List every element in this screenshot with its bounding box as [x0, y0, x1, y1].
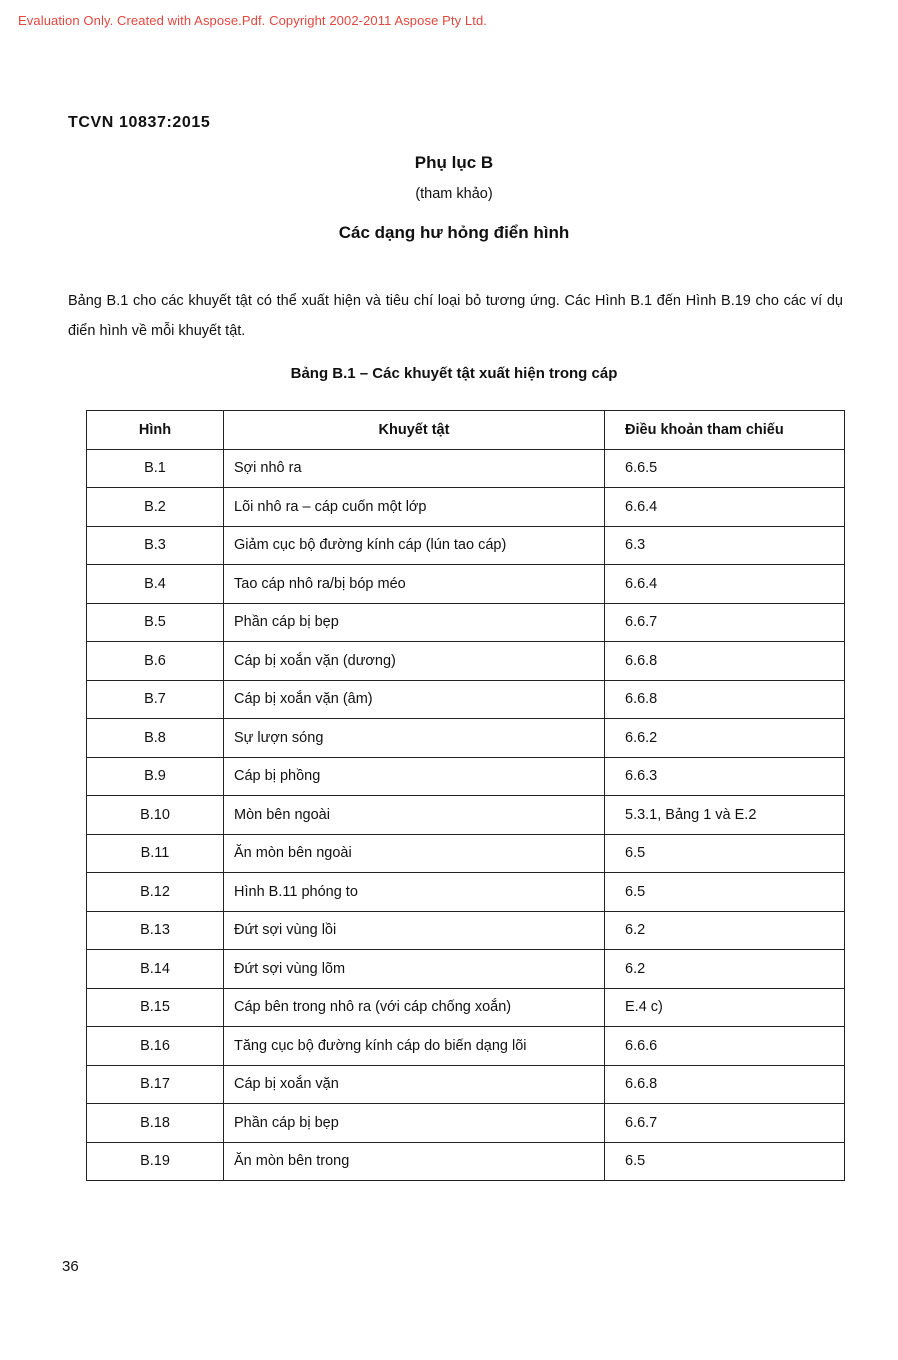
cell-reference: 6.6.4: [605, 565, 845, 604]
cell-figure: B.7: [87, 680, 224, 719]
cell-defect: Ăn mòn bên ngoài: [224, 834, 605, 873]
cell-figure: B.8: [87, 719, 224, 758]
cell-defect: Đứt sợi vùng lõm: [224, 950, 605, 989]
table-row: [87, 988, 845, 1027]
cell-defect: Đứt sợi vùng lồi: [224, 911, 605, 950]
cell-defect: Cáp bị xoắn vặn (âm): [224, 680, 605, 719]
cell-defect: Cáp bên trong nhô ra (với cáp chống xoắn): [224, 988, 605, 1027]
annex-title: Phụ lục B: [414, 153, 494, 172]
cell-reference: 6.6.6: [605, 1027, 845, 1066]
table-row: [87, 603, 845, 642]
table-caption: Bảng B.1 – Các khuyết tật xuất hiện trong cáp: [290, 365, 618, 382]
cell-reference: 6.6.4: [605, 488, 845, 527]
cell-reference: 6.6.8: [605, 642, 845, 681]
cell-figure: B.5: [87, 603, 224, 642]
cell-figure: B.10: [87, 796, 224, 835]
cell-reference: 6.6.7: [605, 603, 845, 642]
cell-defect: Phần cáp bị bẹp: [224, 603, 605, 642]
cell-figure: B.3: [87, 526, 224, 565]
watermark-text: Evaluation Only. Created with Aspose.Pdf. Copyright 2002-2011 Aspose Pty Ltd.: [18, 13, 487, 28]
table-row: [87, 565, 845, 604]
cell-reference: 6.6.8: [605, 680, 845, 719]
cell-defect: Sợi nhô ra: [224, 449, 605, 488]
cell-reference: 6.6.3: [605, 757, 845, 796]
cell-figure: B.14: [87, 950, 224, 989]
defects-table: [86, 410, 845, 1181]
document-code: TCVN 10837:2015: [68, 114, 211, 131]
cell-defect: Cáp bị xoắn vặn: [224, 1065, 605, 1104]
cell-figure: B.18: [87, 1104, 224, 1143]
cell-reference: 6.5: [605, 873, 845, 912]
table-row: [87, 796, 845, 835]
cell-reference: 6.6.8: [605, 1065, 845, 1104]
cell-defect: Sự lượn sóng: [224, 719, 605, 758]
cell-defect: Giảm cục bộ đường kính cáp (lún tao cáp): [224, 526, 605, 565]
cell-defect: Tao cáp nhô ra/bị bóp méo: [224, 565, 605, 604]
cell-reference: 6.5: [605, 834, 845, 873]
cell-defect: Cáp bị phồng: [224, 757, 605, 796]
table-body: [87, 449, 845, 1181]
header-defect: Khuyết tật: [224, 411, 605, 450]
cell-reference: 6.2: [605, 911, 845, 950]
cell-figure: B.13: [87, 911, 224, 950]
table-row: [87, 1027, 845, 1066]
header-reference: Điều khoản tham chiếu: [605, 411, 845, 450]
cell-defect: Mòn bên ngoài: [224, 796, 605, 835]
cell-reference: 6.5: [605, 1142, 845, 1181]
table-row: [87, 757, 845, 796]
cell-reference: 6.6.5: [605, 449, 845, 488]
cell-defect: Phần cáp bị bẹp: [224, 1104, 605, 1143]
cell-reference: E.4 c): [605, 988, 845, 1027]
table-row: [87, 873, 845, 912]
table-row: [87, 719, 845, 758]
annex-subtitle: (tham khảo): [415, 186, 493, 202]
intro-paragraph: Bảng B.1 cho các khuyết tật có thể xuất hiện và tiêu chí loại bỏ tương ứng. Các Hình B.1 đến Hình B.19 cho các ví dụ điển hình về mỗi khuyết tật.: [68, 293, 843, 339]
table-header-row: [87, 411, 845, 450]
cell-figure: B.17: [87, 1065, 224, 1104]
cell-defect: Cáp bị xoắn vặn (dương): [224, 642, 605, 681]
cell-figure: B.2: [87, 488, 224, 527]
cell-reference: 6.6.2: [605, 719, 845, 758]
page-number: 36: [62, 1258, 79, 1275]
table-row: [87, 1104, 845, 1143]
table-row: [87, 950, 845, 989]
cell-figure: B.16: [87, 1027, 224, 1066]
cell-defect: Hình B.11 phóng to: [224, 873, 605, 912]
cell-figure: B.1: [87, 449, 224, 488]
table-row: [87, 488, 845, 527]
header-figure: Hình: [87, 411, 224, 450]
cell-figure: B.11: [87, 834, 224, 873]
cell-defect: Tăng cục bộ đường kính cáp do biến dạng lõi: [224, 1027, 605, 1066]
table-row: [87, 834, 845, 873]
table-row: [87, 526, 845, 565]
table-row: [87, 642, 845, 681]
cell-figure: B.19: [87, 1142, 224, 1181]
cell-figure: B.6: [87, 642, 224, 681]
cell-figure: B.12: [87, 873, 224, 912]
cell-reference: 5.3.1, Bảng 1 và E.2: [605, 796, 845, 835]
cell-reference: 6.6.7: [605, 1104, 845, 1143]
cell-defect: Lõi nhô ra – cáp cuốn một lớp: [224, 488, 605, 527]
table-row: [87, 1065, 845, 1104]
table-row: [87, 680, 845, 719]
annex-heading: Các dạng hư hỏng điển hình: [338, 223, 570, 242]
cell-defect: Ăn mòn bên trong: [224, 1142, 605, 1181]
table-row: [87, 1142, 845, 1181]
table-row: [87, 449, 845, 488]
cell-figure: B.15: [87, 988, 224, 1027]
cell-figure: B.4: [87, 565, 224, 604]
cell-reference: 6.2: [605, 950, 845, 989]
cell-figure: B.9: [87, 757, 224, 796]
table-row: [87, 911, 845, 950]
cell-reference: 6.3: [605, 526, 845, 565]
